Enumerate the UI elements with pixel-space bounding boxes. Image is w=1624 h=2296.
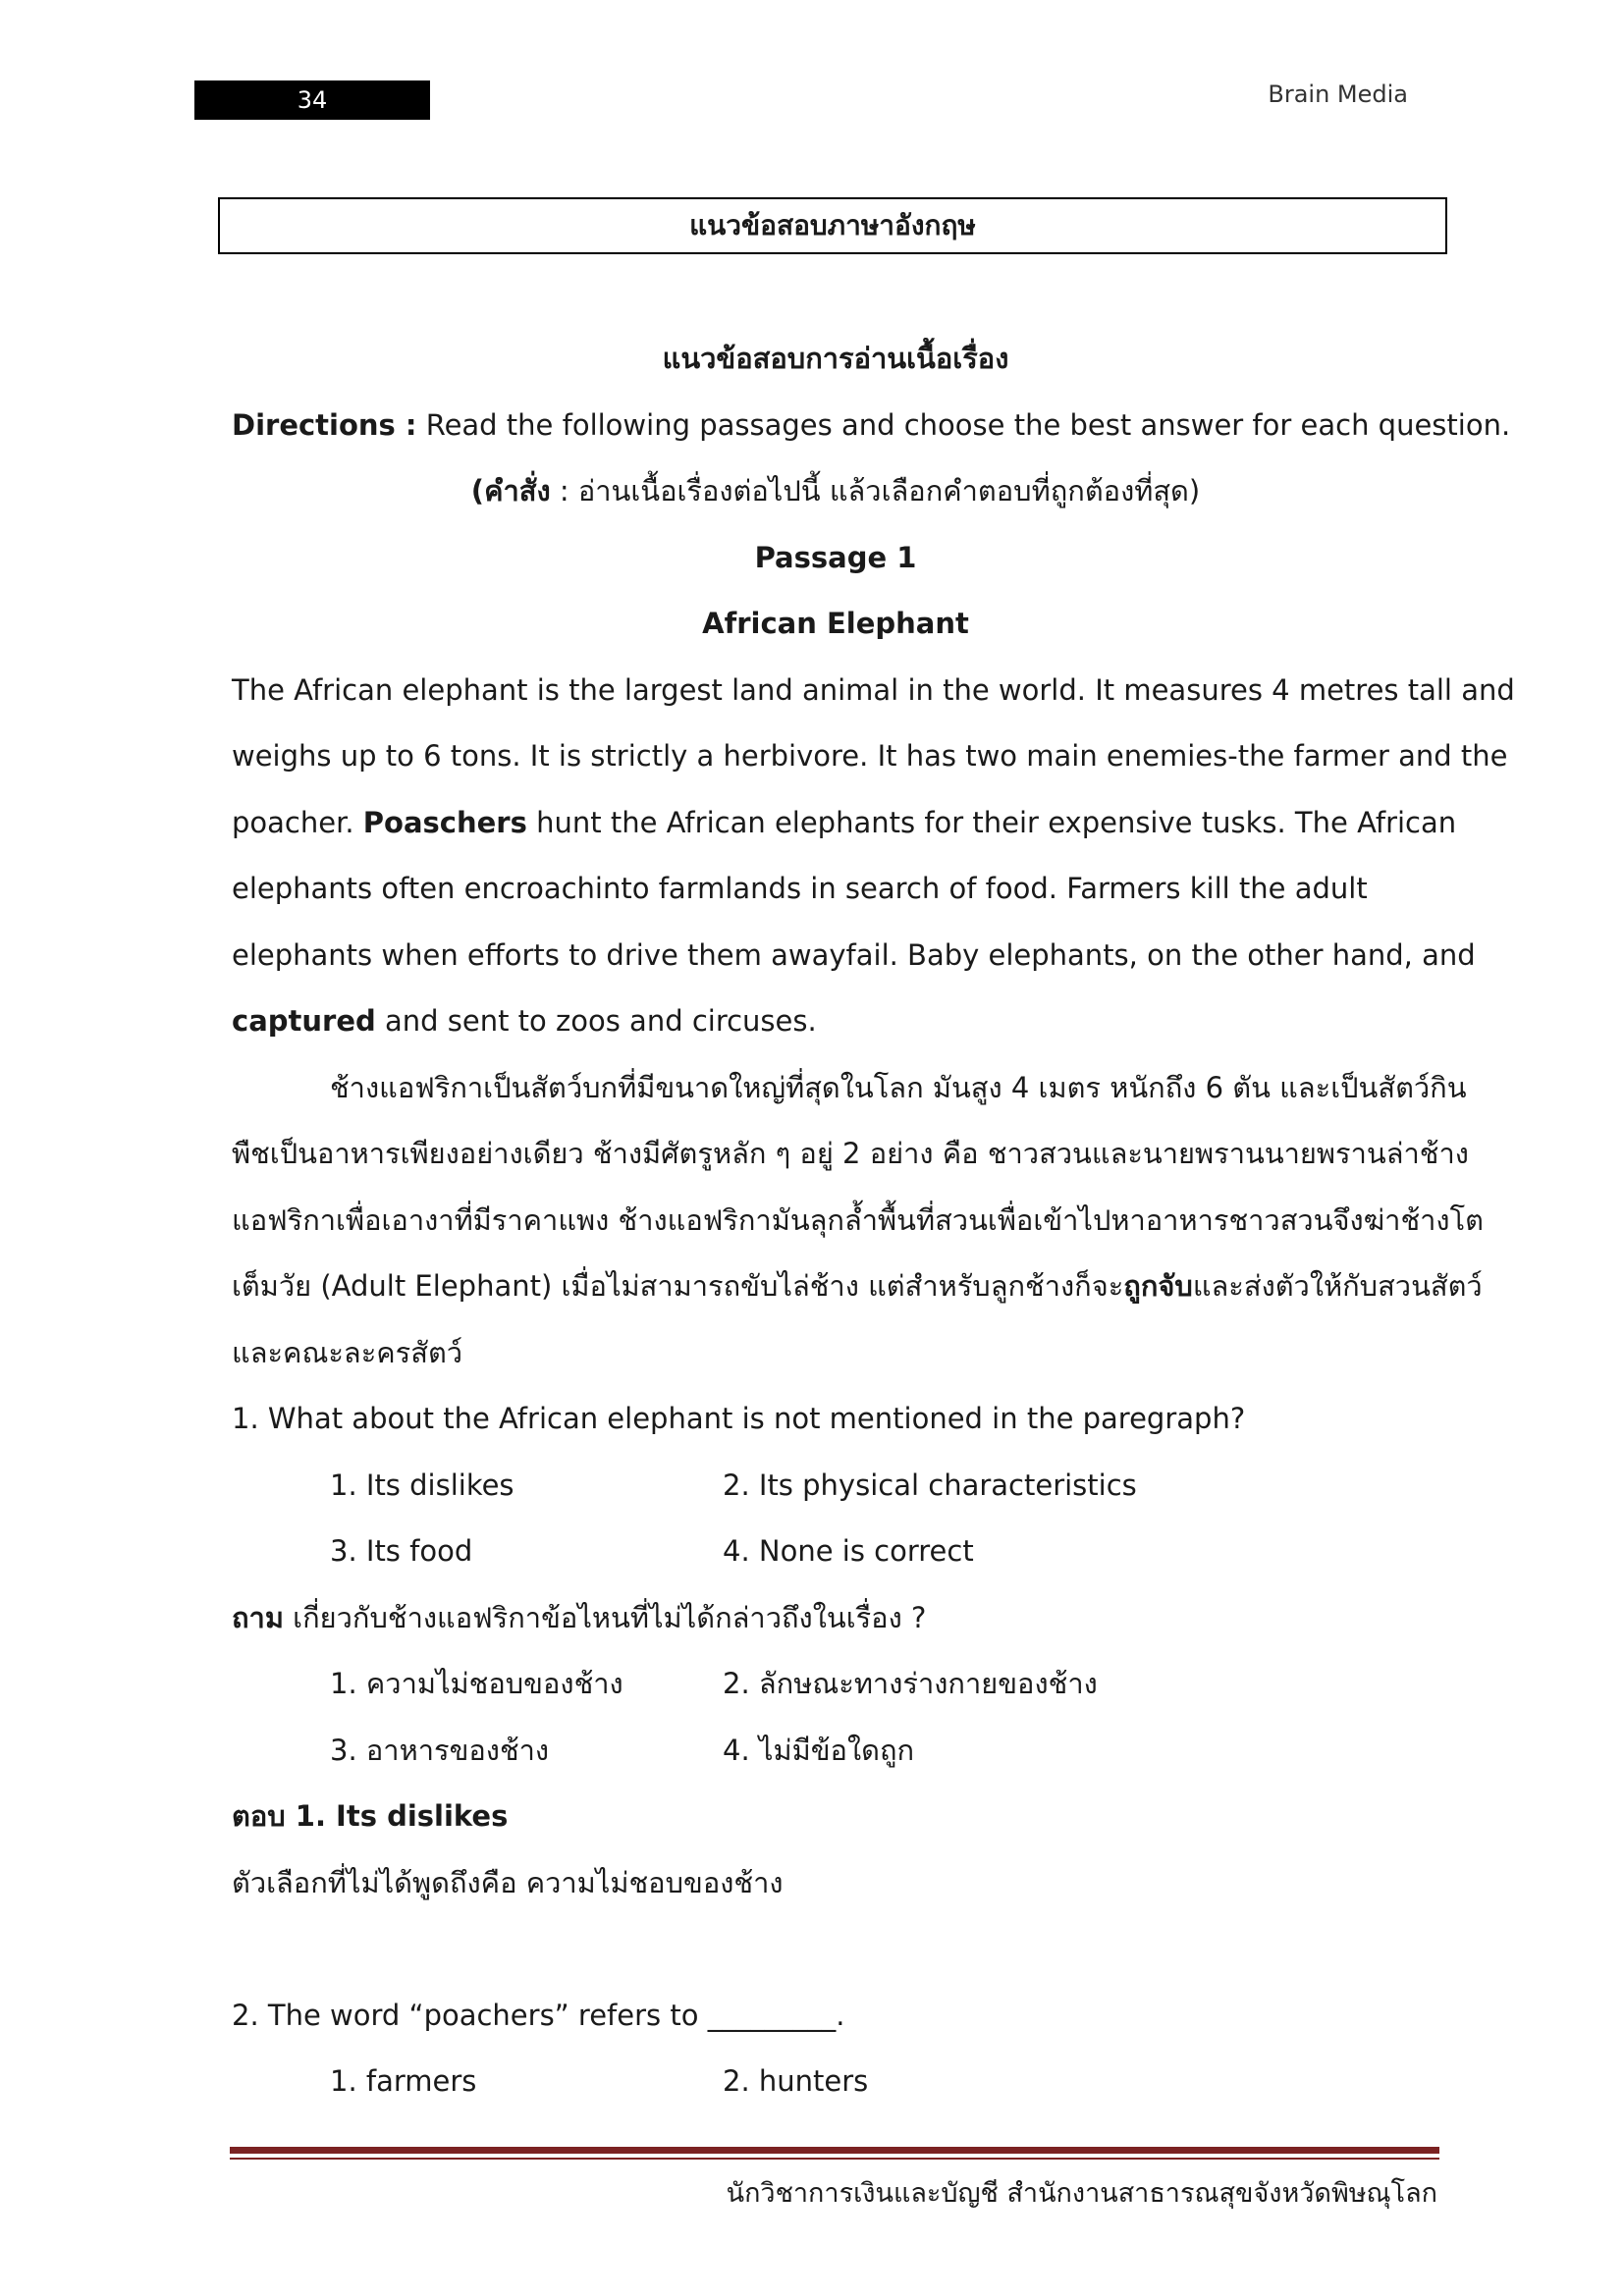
directions-text: Read the following passages and choose the best answer for each question. (416, 407, 1511, 442)
directions (232, 393, 1511, 459)
footer-rule (230, 2147, 1439, 2154)
question-1-thai-label: ถาม (232, 1600, 284, 1634)
question-1-thai-option-2: 2. ลักษณะทางร่างกายของช้าง (723, 1667, 1098, 1700)
section-heading: แนวข้อสอบการอ่านเนื้อเรื่อง (662, 342, 1009, 375)
thai-directions-label: คำสั่ง (484, 474, 551, 507)
passage-en-line: The African elephant is the largest land animal in the world. It measures 4 metres tall and (232, 672, 1515, 707)
question-2-option-2: 2. hunters (723, 2064, 869, 2098)
passage-th-line: แอฟริกาเพื่อเอางาที่มีราคาแพง ช้างแอฟริกามันลุกล้ำพื้นที่สวนเพื่อเข้าไปหาอาหารชาวสวนจึงฆ่าช้างโต (232, 1202, 1484, 1237)
passage-th-line: และคณะละครสัตว์ (232, 1335, 463, 1369)
passage-en-line (232, 790, 1457, 857)
passage-keyword-captured-th: ถูกจับ (1123, 1269, 1193, 1303)
passage-text: และส่งตัวให้กับสวนสัตว์ (1192, 1269, 1483, 1303)
thai-directions (232, 458, 1439, 525)
passage-th-line (232, 1254, 1483, 1320)
question-1-thai-options-row (232, 1718, 1439, 1785)
question-1-thai-option-1: 1. ความไม่ชอบของช้าง (330, 1667, 623, 1700)
footer-rule-thin (230, 2158, 1439, 2160)
question-2-option-1: 1. farmers (330, 2064, 477, 2098)
question-1: 1. What about the African elephant is not mentioned in the paregraph? (232, 1402, 1246, 1435)
page-number: 34 (194, 80, 430, 120)
question-1-option-4: 4. None is correct (723, 1534, 974, 1568)
section-title-box: แนวข้อสอบภาษาอังกฤษ (218, 197, 1447, 254)
question-1-options-row (232, 1453, 1439, 1520)
question-1-options-row (232, 1519, 1439, 1585)
question-1-option-2: 2. Its physical characteristics (723, 1468, 1137, 1502)
question-1-option-3: 3. Its food (330, 1534, 473, 1568)
passage-en-line: weighs up to 6 tons. It is strictly a herbivore. It has two main enemies-the farmer and the (232, 739, 1508, 773)
passage-label: Passage 1 (754, 540, 917, 574)
thai-directions-open: ( (470, 474, 485, 507)
passage-en-line: elephants often encroachinto farmlands in search of food. Farmers kill the adult (232, 872, 1368, 905)
spacer (232, 1916, 1439, 1983)
question-1-option-1: 1. Its dislikes (330, 1468, 514, 1502)
answer-label: ตอบ (232, 1799, 286, 1833)
passage-keyword-captured: captured (232, 1004, 376, 1038)
passage-th-line: พืชเป็นอาหารเพียงอย่างเดียว ช้างมีศัตรูหลัก ๆ อยู่ 2 อย่าง คือ ชาวสวนและนายพรานนายพรานล่าช้าง (232, 1137, 1469, 1170)
passage-text: and sent to zoos and circuses. (375, 1004, 817, 1038)
question-1-answer (232, 1784, 1439, 1850)
question-1-thai-options-row (232, 1651, 1439, 1718)
passage-text: poacher. (232, 805, 363, 839)
question-2-options-row (232, 2049, 1439, 2115)
footer-text: นักวิชาการเงินและบัญชี สำนักงานสาธารณสุขจังหวัดพิษณุโลก (726, 2178, 1437, 2209)
question-2: 2. The word “poachers” refers to _________. (232, 1998, 845, 2032)
passage-text: เต็มวัย (Adult Elephant) เมื่อไม่สามารถขับไล่ช้าง แต่สำหรับลูกช้างก็จะ (232, 1269, 1124, 1303)
passage-th-line: ช้างแอฟริกาเป็นสัตว์บกที่มีขนาดใหญ่ที่สุดในโลก มันสูง 4 เมตร หนักถึง 6 ตัน และเป็นสัตว์กิน (330, 1070, 1467, 1104)
question-1-explanation: ตัวเลือกที่ไม่ได้พูดถึงคือ ความไม่ชอบของช้าง (232, 1865, 784, 1899)
thai-directions-text: : อ่านเนื้อเรื่องต่อไปนี้ แล้วเลือกคำตอบที่ถูกต้องที่สุด) (550, 474, 1201, 507)
page-content (232, 326, 1515, 2115)
answer-text: 1. Its dislikes (285, 1799, 509, 1833)
question-1-thai-option-3: 3. อาหารของช้าง (330, 1733, 550, 1767)
passage-text: hunt the African elephants for their expensive tusks. The African (526, 805, 1457, 839)
question-1-thai-option-4: 4. ไม่มีข้อใดถูก (723, 1733, 915, 1767)
brand-name: Brain Media (1268, 80, 1408, 108)
passage-title: African Elephant (702, 607, 969, 640)
question-1-thai (232, 1585, 1439, 1652)
passage-keyword-poachers: Poaschers (362, 805, 527, 839)
passage-en-line: elephants when efforts to drive them awayfail. Baby elephants, on the other hand, and (232, 937, 1476, 972)
passage-en-line (232, 988, 1439, 1055)
directions-label: Directions : (232, 407, 417, 442)
question-1-thai-text: เกี่ยวกับช้างแอฟริกาข้อไหนที่ไม่ได้กล่าวถึงในเรื่อง ? (283, 1600, 927, 1634)
